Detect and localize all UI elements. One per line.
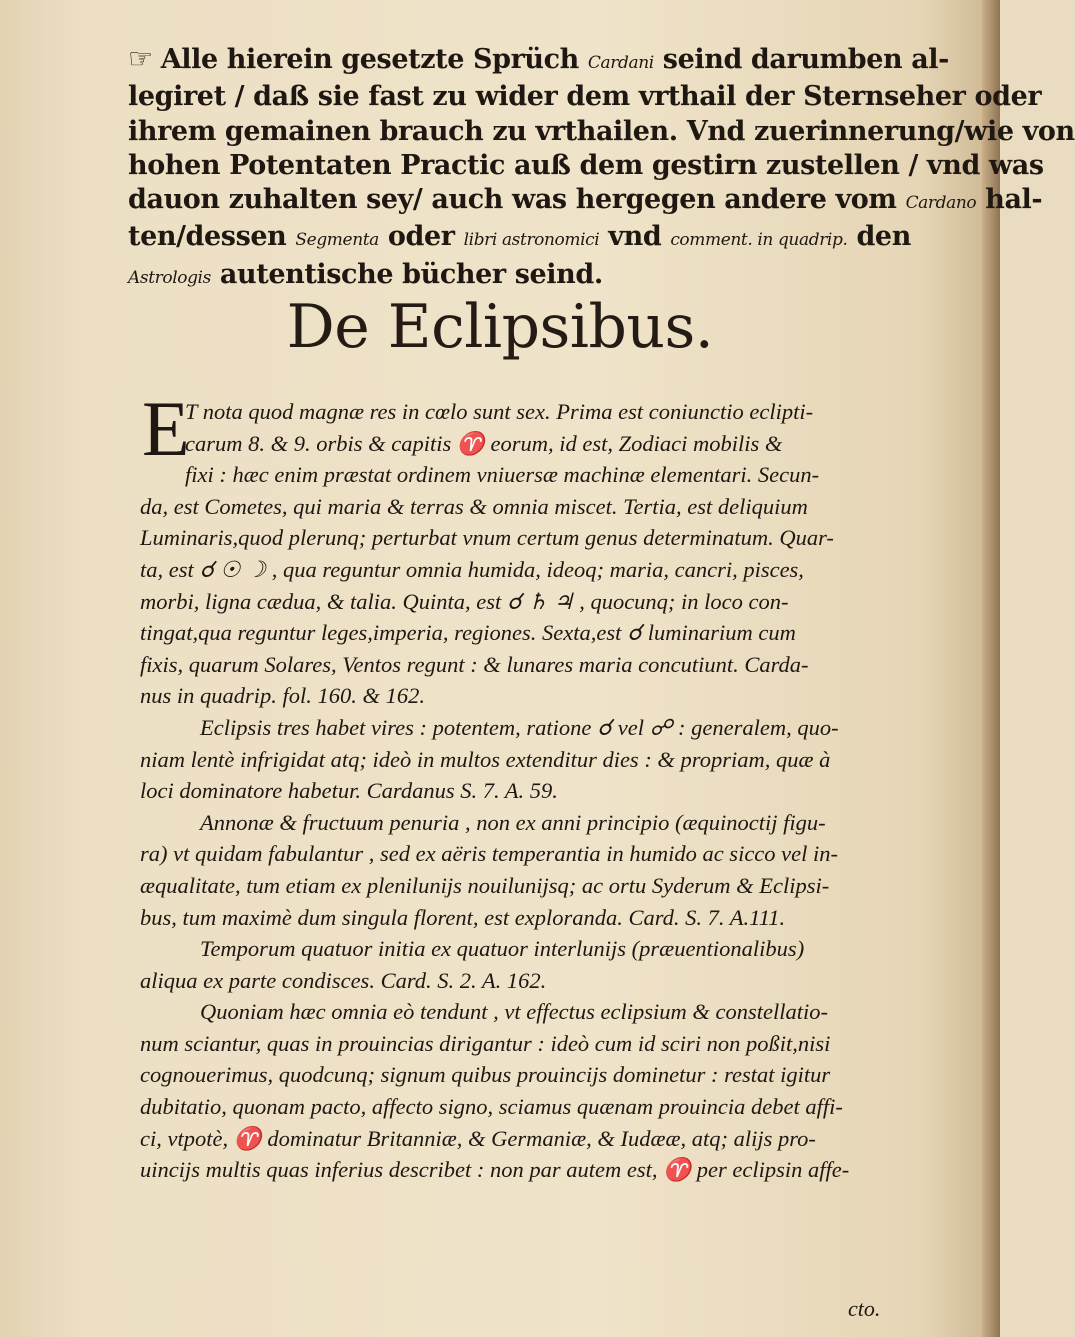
preface-text: Alle hierein gesetzte Sprüch (160, 44, 588, 75)
preface-text: ihrem gemainen brauch zu vrthailen. Vnd zuerinnerung/wie von (128, 115, 1075, 147)
preface-line (128, 183, 1043, 220)
body-line: nus in quadrip. fol. 160. & 162. (140, 683, 426, 709)
body-line: num sciantur, quas in prouincias dirigantur : ideò cum id sciri non poßit,nisi (140, 1030, 831, 1056)
latin-word: Cardani (587, 53, 654, 73)
preface-line (128, 258, 923, 295)
body-line: æqualitate, tum etiam ex plenilunijs nouilunijsq; ac ortu Syderum & Eclipsi- (140, 872, 830, 898)
preface-line (128, 115, 1075, 149)
body-line: Quoniam hæc omnia eò tendunt , vt effectus eclipsium & constellatio- (200, 999, 829, 1025)
latin-body-text (140, 385, 910, 1186)
latin-word: Astrologis (128, 267, 211, 288)
latin-word: Cardano (905, 193, 977, 214)
german-preface (128, 42, 1075, 295)
latin-word: libri astronomici (463, 230, 600, 251)
body-line: fixis, quarum Solares, Ventos regunt : & lunares maria concutiunt. Carda- (140, 651, 809, 677)
preface-line (128, 42, 949, 80)
latin-word: Segmenta (295, 230, 379, 251)
preface-line (128, 80, 1042, 114)
body-line: bus, tum maximè dum singula florent, est exploranda. Card. S. 7. A.111. (140, 904, 786, 930)
body-line: tingat,qua reguntur leges,imperia, regiones. Sexta,est ☌ luminarium cum (140, 620, 796, 646)
body-line: Eclipsis tres habet vires : potentem, ratione ☌ vel ☍ : generalem, quo- (200, 714, 839, 740)
body-line: Temporum quatuor initia ex quatuor interlunijs (præuentionalibus) (200, 936, 805, 962)
preface-text: hohen Potentaten Practic auß dem gestirn zustellen / vnd was (128, 149, 1044, 181)
body-line: ta, est ☌ ☉ ☽ , qua reguntur omnia humida, ideoq; maria, cancri, pisces, (140, 556, 804, 582)
preface-text: legiret / daß sie fast zu wider dem vrthail der Sternseher oder (128, 81, 1042, 113)
preface-text: autentische bücher seind. (210, 258, 603, 290)
pointing-hand-icon: ☞ (128, 42, 153, 75)
body-line: uincijs multis quas inferius describet : non par autem est, ♈ per eclipsin affe- (140, 1157, 850, 1183)
body-line: Luminaris,quod plerunq; perturbat vnum certum genus determinatum. Quar- (140, 525, 834, 551)
catchword: cto. (848, 1296, 881, 1321)
preface-text: ten/dessen (128, 221, 296, 253)
body-line: cognouerimus, quodcunq; signum quibus prouincijs dominetur : restat igitur (140, 1062, 831, 1088)
body-line: T nota quod magnæ res in cœlo sunt sex. Prima est coniunctio eclipti- (185, 399, 814, 424)
preface-text: den (847, 221, 911, 253)
body-line: da, est Cometes, qui maria & terras & omnia miscet. Tertia, est deliquium (140, 493, 808, 519)
preface-text: vnd (599, 221, 671, 253)
body-line: morbi, ligna cædua, & talia. Quinta, est ☌ ♄ ♃ , quocunq; in loco con- (140, 588, 789, 614)
body-line: niam lentè infrigidat atq; ideò in multos extenditur dies : & propriam, quæ à (140, 746, 831, 772)
body-line: carum 8. & 9. orbis & capitis ♈ eorum, id est, Zodiaci mobilis & (185, 430, 783, 456)
preface-text: oder (378, 221, 464, 253)
preface-text: dauon zuhalten sey/ auch was hergegen andere vom (128, 184, 906, 216)
preface-line (128, 220, 923, 257)
drop-capital: E (142, 385, 190, 472)
body-line: aliqua ex parte condisces. Card. S. 2. A. 162. (140, 967, 547, 993)
body-line: dubitatio, quonam pacto, affecto signo, sciamus quænam prouincia debet affi- (140, 1094, 843, 1120)
latin-word: comment. in quadrip. (670, 230, 848, 251)
preface-line (128, 149, 1044, 183)
preface-text: seind darumben al- (653, 44, 949, 75)
body-line: ra) vt quidam fabulantur , sed ex aëris temperantia in humido ac sicco vel in- (140, 841, 839, 867)
body-line: Annonæ & fructuum penuria , non ex anni principio (æquinoctij figu- (200, 809, 826, 835)
page-title: De Eclipsibus. (286, 292, 714, 362)
body-line: loci dominatore habetur. Cardanus S. 7. A. 59. (140, 778, 558, 804)
preface-text: hal- (976, 184, 1043, 216)
body-line: ci, vtpotè, ♈ dominatur Britanniæ, & Germaniæ, & Iudææ, atq; alijs pro- (140, 1125, 816, 1151)
body-line: fixi : hæc enim præstat ordinem vniuersæ machinæ elementari. Secun- (185, 462, 820, 488)
